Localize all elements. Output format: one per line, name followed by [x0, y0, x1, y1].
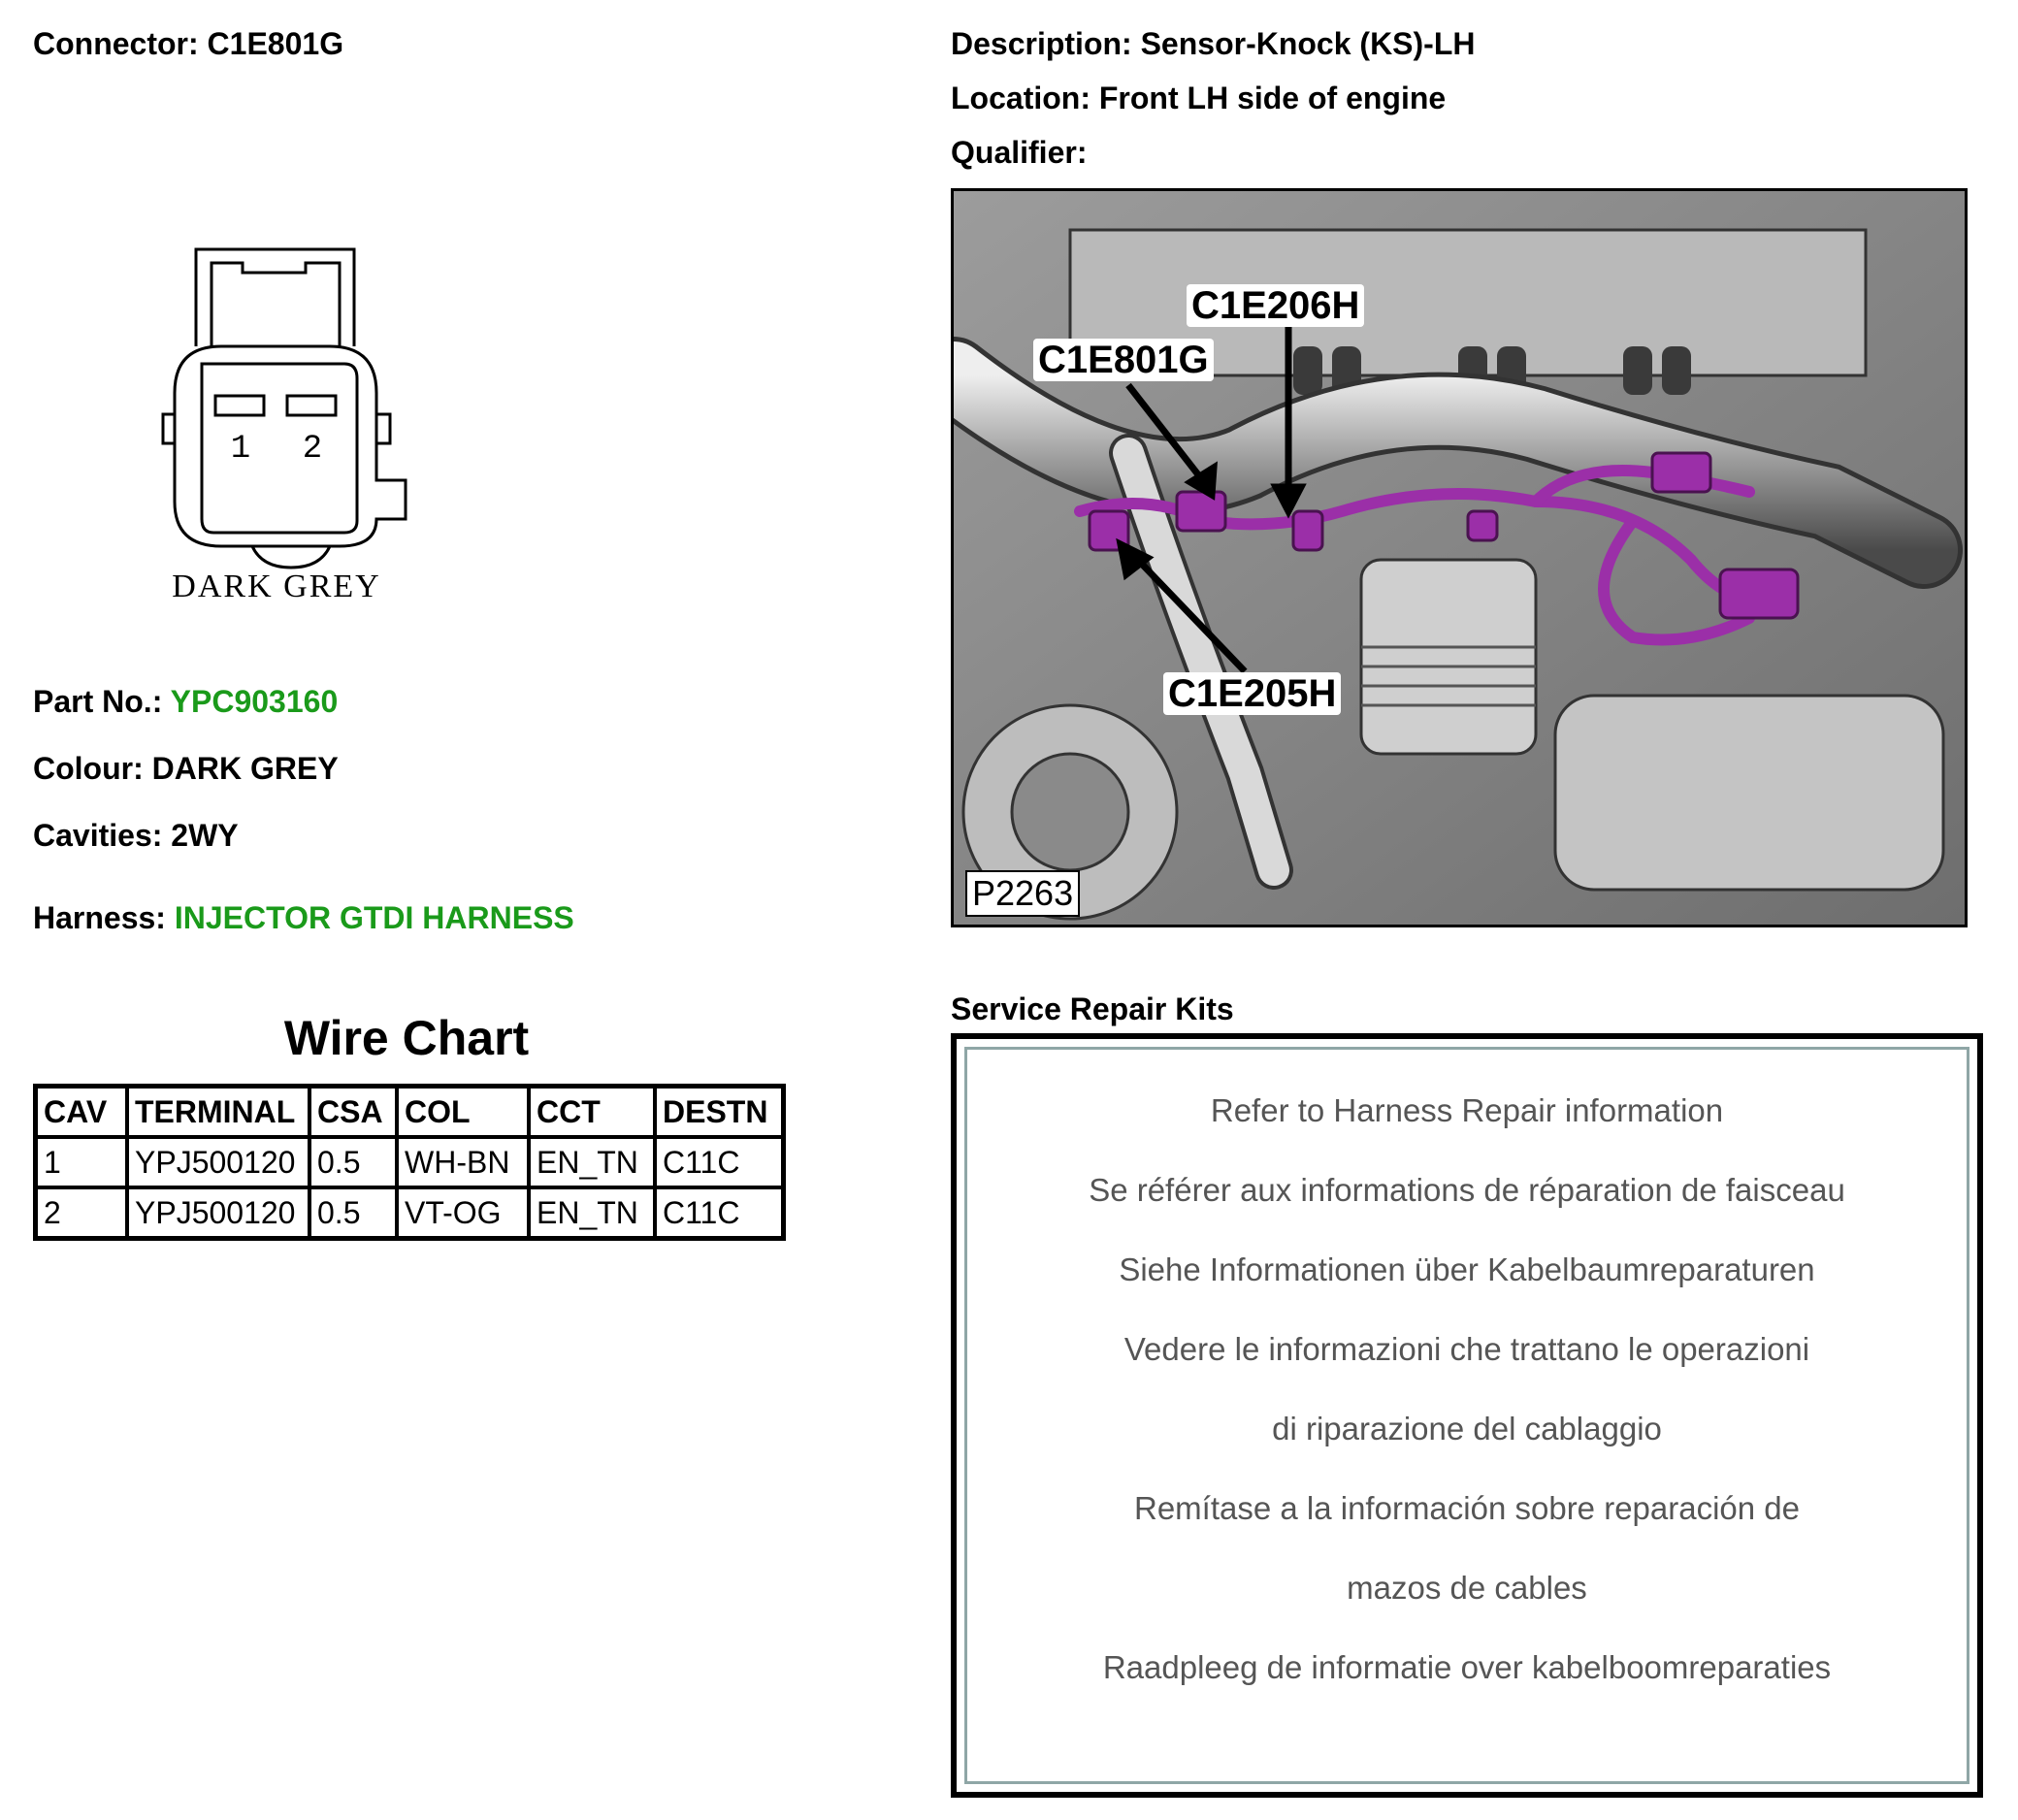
cavities-value: 2WY — [171, 818, 239, 853]
cell-cav: 2 — [36, 1187, 128, 1239]
harness-value: INJECTOR GTDI HARNESS — [174, 900, 574, 935]
kit-line-it-2: di riparazione del cablaggio — [1272, 1411, 1662, 1446]
cell-col: VT-OG — [397, 1187, 529, 1239]
drawing-colour-caption: DARK GREY — [172, 569, 381, 604]
pin-2-number: 2 — [302, 431, 323, 468]
service-repair-kits-box — [951, 1033, 1983, 1798]
part-no-value: YPC903160 — [170, 684, 339, 719]
callout-c1e801g: C1E801G — [1033, 339, 1214, 381]
cell-destn: C11C — [655, 1187, 784, 1239]
table-row — [36, 1187, 784, 1239]
cell-csa: 0.5 — [309, 1137, 397, 1187]
part-no-field: Part No.: YPC903160 — [33, 684, 339, 719]
cell-terminal: YPJ500120 — [127, 1187, 309, 1239]
callout-c1e205h: C1E205H — [1163, 672, 1341, 715]
table-row — [36, 1137, 784, 1187]
location-label: Location: Front LH side of engine — [951, 81, 1447, 115]
service-repair-kits-inner-border — [964, 1047, 1969, 1784]
kit-line-en: Refer to Harness Repair information — [1210, 1092, 1724, 1128]
kit-line-es-1: Remítase a la información sobre reparación de — [1133, 1490, 1801, 1526]
engine-location-photo — [951, 188, 1968, 927]
cell-terminal: YPJ500120 — [127, 1137, 309, 1187]
cell-destn: C11C — [655, 1137, 784, 1187]
qualifier-label: Qualifier: — [951, 135, 1088, 170]
kit-line-de: Siehe Informationen über Kabelbaumreparaturen — [1119, 1251, 1815, 1287]
pin-1-number: 1 — [230, 431, 251, 468]
description-label: Description: Sensor-Knock (KS)-LH — [951, 26, 1476, 61]
kit-line-it-1: Vedere le informazioni che trattano le operazioni — [1123, 1331, 1810, 1367]
colour-value: DARK GREY — [151, 751, 339, 786]
col-header-col: COL — [397, 1087, 529, 1138]
col-header-destn: DESTN — [655, 1087, 784, 1138]
connector-label: Connector: C1E801G — [33, 26, 344, 61]
kit-line-es-2: mazos de cables — [1347, 1570, 1587, 1606]
cell-csa: 0.5 — [309, 1187, 397, 1239]
connector-id: C1E801G — [207, 26, 344, 61]
cell-col: WH-BN — [397, 1137, 529, 1187]
cavities-field: Cavities: 2WY — [33, 818, 239, 853]
connector-face-drawing — [146, 238, 427, 606]
kit-line-fr: Se référer aux informations de réparation de faisceau — [1089, 1172, 1845, 1208]
col-header-terminal: TERMINAL — [127, 1087, 309, 1138]
figure-id-label: P2263 — [965, 870, 1080, 917]
engine-illustration — [954, 191, 1965, 925]
wire-chart-table — [33, 1084, 786, 1241]
description-value: Sensor-Knock (KS)-LH — [1140, 26, 1476, 61]
col-header-csa: CSA — [309, 1087, 397, 1138]
kit-line-nl: Raadpleeg de informatie over kabelboomreparaties — [1102, 1649, 1832, 1685]
harness-field: Harness: INJECTOR GTDI HARNESS — [33, 900, 574, 935]
wire-chart-header-row — [36, 1087, 784, 1138]
location-value: Front LH side of engine — [1098, 81, 1447, 115]
col-header-cct: CCT — [529, 1087, 655, 1138]
cell-cav: 1 — [36, 1137, 128, 1187]
service-repair-kits-title: Service Repair Kits — [951, 991, 1234, 1026]
cell-cct: EN_TN — [529, 1187, 655, 1239]
cell-cct: EN_TN — [529, 1137, 655, 1187]
colour-field: Colour: DARK GREY — [33, 751, 339, 786]
callout-c1e206h: C1E206H — [1187, 284, 1364, 327]
wire-chart-title: Wire Chart — [283, 1011, 530, 1065]
col-header-cav: CAV — [36, 1087, 128, 1138]
